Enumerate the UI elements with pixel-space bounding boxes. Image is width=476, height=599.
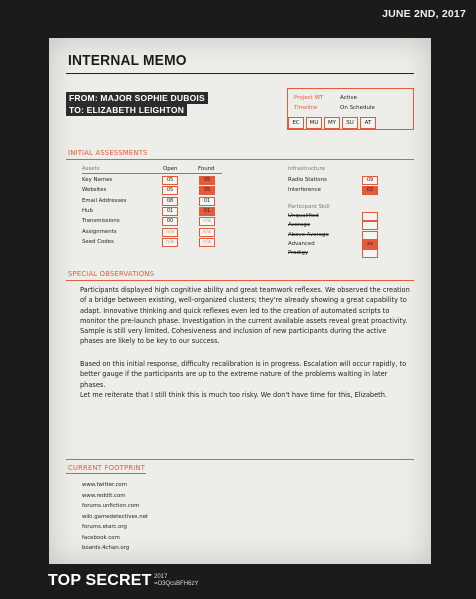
from-tag: FROM: MAJOR SOPHIE DUBOIS bbox=[66, 92, 208, 104]
timeline-value: On Schedule bbox=[340, 105, 375, 111]
skill-level-box bbox=[362, 231, 378, 240]
day-boxes bbox=[288, 117, 378, 129]
found-count-box: 05 bbox=[199, 176, 215, 185]
found-column-label: Found bbox=[198, 166, 215, 172]
to-tag: TO: ELIZABETH LEIGHTON bbox=[66, 104, 187, 116]
memo-title: INTERNAL MEMO bbox=[68, 52, 187, 69]
footprint-link: www.twitter.com bbox=[82, 482, 127, 488]
skill-row-label: Prodigy bbox=[288, 250, 309, 257]
day-box: MU bbox=[306, 117, 322, 129]
open-column-label: Open bbox=[163, 166, 178, 172]
date-label: JUNE 2ND, 2017 bbox=[382, 8, 466, 20]
skill-level-box: xx bbox=[362, 240, 378, 249]
assets-label: Assets bbox=[82, 166, 100, 172]
found-count-box: 05 bbox=[199, 186, 215, 195]
infrastructure-row-label: Interference bbox=[288, 187, 321, 193]
project-label: Project WT bbox=[294, 95, 324, 101]
footprint-links bbox=[82, 480, 148, 554]
observation-paragraph-1: Participants displayed high cognitive ability and great teamwork reflexes. We observed the creation of a bridge between existing, well-organized clusters; they're already showing a great capability to adapt. Innovative thinking and quick reflexes even led to the creation of automated scripts to monitor the pre-launch phase. Investigation in the current available assets reveal great proactivity. Sample is still very limited. Cohesiveness and inclusion of new participants during the active phases are likely to be key to our success. bbox=[80, 286, 410, 346]
section-divider bbox=[66, 280, 414, 281]
day-box: SU bbox=[342, 117, 358, 129]
day-box: AT bbox=[360, 117, 376, 129]
footer-meta bbox=[154, 574, 199, 588]
footer-code: =O3QcsBFH6zY bbox=[154, 581, 199, 587]
footprint-link: boards.4chan.org bbox=[82, 545, 130, 551]
section-divider bbox=[66, 159, 414, 160]
skill-row-label: Unqualified bbox=[288, 213, 319, 219]
found-count-box: n/a bbox=[199, 217, 215, 226]
found-count-box: 01 bbox=[199, 197, 215, 206]
footprint-link: facebook.com bbox=[82, 534, 120, 541]
skill-level-box bbox=[362, 212, 378, 221]
open-count-box: 05 bbox=[162, 186, 178, 195]
open-count-box: n/a bbox=[162, 238, 178, 247]
found-count-box: 01 bbox=[199, 207, 215, 216]
footprint-link: forums.etarc.org bbox=[82, 524, 127, 530]
footprint-underline bbox=[66, 473, 146, 474]
footprint-link: wiki.gamedetectives.net bbox=[82, 513, 149, 520]
project-value: Active bbox=[340, 95, 358, 101]
asset-row-label: Assignments bbox=[82, 228, 117, 235]
infrastructure-count-box: 02 bbox=[362, 186, 378, 195]
day-box: EC bbox=[288, 117, 304, 129]
footprint-link: forums.unfiction.com bbox=[82, 503, 140, 509]
day-box: MY bbox=[324, 117, 340, 129]
infrastructure-label: Infrastructure bbox=[288, 166, 325, 172]
infrastructure-count-box: 09 bbox=[362, 176, 378, 185]
asset-row-label: Hub bbox=[82, 207, 93, 214]
assets-underline bbox=[82, 173, 222, 174]
top-secret-stamp: TOP SECRET bbox=[48, 572, 152, 589]
open-count-box: 00 bbox=[162, 217, 178, 226]
skill-level-box bbox=[362, 221, 378, 230]
special-observations-heading: SPECIAL OBSERVATIONS bbox=[68, 270, 155, 278]
skill-row-label: Average bbox=[288, 222, 311, 229]
open-count-box: 08 bbox=[162, 197, 178, 206]
current-footprint-heading: CURRENT FOOTPRINT bbox=[68, 464, 146, 472]
found-count-box: n/a bbox=[199, 238, 215, 247]
participant-skill-label: Participant Skill bbox=[288, 204, 330, 210]
infrastructure-row-label: Radio Stations bbox=[288, 177, 327, 183]
open-count-box: 05 bbox=[162, 176, 178, 185]
observation-paragraph-3: Let me reiterate that I still think this is much too risky. We don't have time for this, Elizabeth. bbox=[80, 391, 388, 399]
asset-row-label: Websites bbox=[82, 187, 107, 194]
skill-row-label: Above Average bbox=[288, 231, 329, 238]
initial-assessments-heading: INITIAL ASSESSMENTS bbox=[68, 149, 148, 157]
skill-row-label: Advanced bbox=[288, 240, 315, 247]
found-count-box: n/a bbox=[199, 228, 215, 237]
open-count-box: 01 bbox=[162, 207, 178, 216]
section-divider bbox=[66, 459, 414, 460]
asset-row-label: Email Addresses bbox=[82, 197, 127, 204]
skill-level-box bbox=[362, 249, 378, 258]
timeline-label: Timeline bbox=[294, 105, 318, 111]
title-divider bbox=[66, 73, 414, 74]
asset-row-label: Transmissions bbox=[82, 218, 120, 225]
asset-row-label: Seed Codes bbox=[82, 238, 114, 245]
footer-year: 2017 bbox=[154, 574, 168, 580]
asset-row-label: Key Names bbox=[82, 177, 113, 183]
footprint-link: www.reddit.com bbox=[82, 492, 126, 499]
observation-paragraph-2: Based on this initial response, difficulty recalibration is in progress. Escalation will occur rapidly, to better gauge if the participants are up to the extreme nature of the problems waiting in later phases. bbox=[80, 360, 407, 389]
open-count-box: n/a bbox=[162, 228, 178, 237]
